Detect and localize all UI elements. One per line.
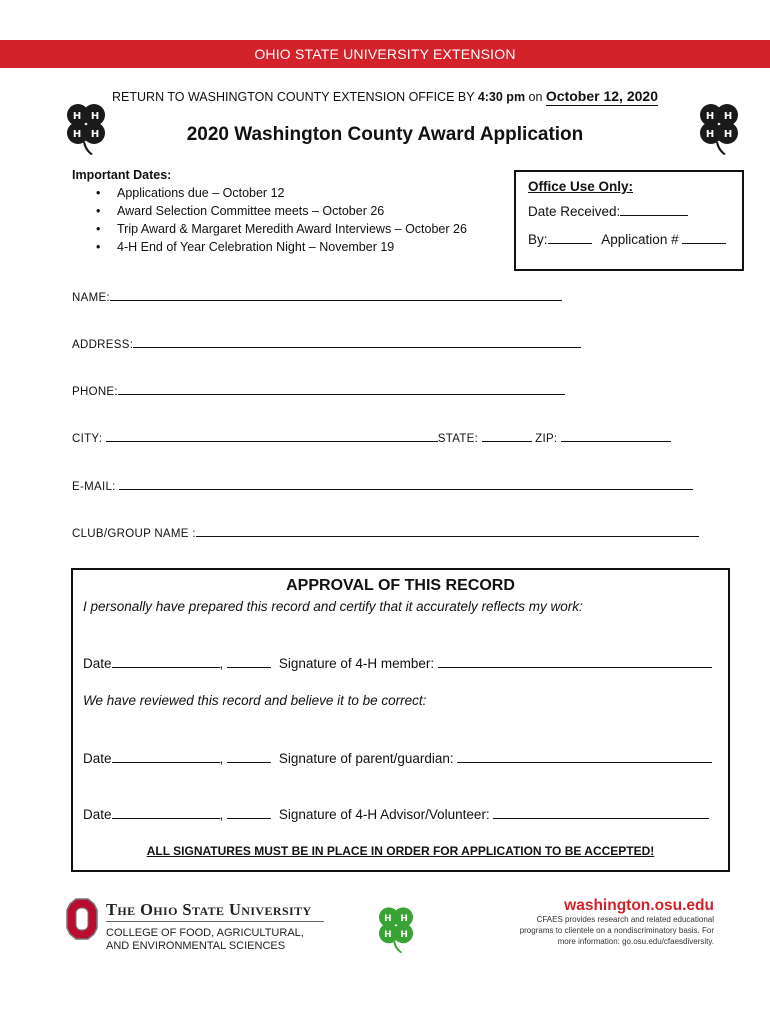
svg-text:H: H — [90, 129, 100, 140]
extension-banner: OHIO STATE UNIVERSITY EXTENSION — [0, 40, 770, 68]
svg-text:H: H — [72, 111, 82, 122]
name-field[interactable] — [110, 288, 562, 301]
return-instructions: RETURN TO WASHINGTON COUNTY EXTENSION OFFICE BY 4:30 pm on October 12, 2020 — [112, 88, 658, 104]
member-statement: I personally have prepared this record and certify that it accurately reflects my work: — [83, 599, 583, 614]
city-field[interactable] — [106, 429, 438, 442]
office-use-box — [514, 170, 744, 271]
address-row: ADDRESS: — [72, 335, 581, 351]
advisor-year-field[interactable] — [227, 806, 271, 819]
date-received-row: Date Received: — [528, 203, 730, 219]
state-field[interactable] — [482, 429, 532, 442]
parent-signature-field[interactable] — [457, 750, 712, 763]
phone-field[interactable] — [118, 382, 565, 395]
date-item: • Applications due – October 12 — [96, 184, 467, 202]
phone-row: PHONE: — [72, 382, 565, 398]
osu-block-o-logo — [66, 898, 98, 940]
osu-wordmark: The Ohio State University — [106, 900, 312, 919]
date-item: • 4-H End of Year Celebration Night – November 19 — [96, 238, 467, 256]
svg-text:H: H — [400, 913, 408, 924]
advisor-signature-row: Date , Signature of 4-H Advisor/Volunteer: — [83, 806, 709, 822]
club-field[interactable] — [196, 524, 699, 537]
signature-warning: ALL SIGNATURES MUST BE IN PLACE IN ORDER FOR APPLICATION TO BE ACCEPTED! — [146, 844, 655, 858]
svg-text:H: H — [90, 111, 100, 122]
website-link[interactable]: washington.osu.edu — [564, 897, 714, 914]
svg-text:H: H — [705, 129, 715, 140]
advisor-signature-field[interactable] — [493, 806, 709, 819]
college-name: COLLEGE OF FOOD, AGRICULTURAL, AND ENVIRONMENTAL SCIENCES — [106, 927, 304, 952]
cfaes-statement: CFAES provides research and related educational programs to clientele on a nondiscriminatory basis. For more information: go.osu.edu/cfaesdiversity. — [519, 915, 714, 946]
date-item: • Trip Award & Margaret Meredith Award Interviews – October 26 — [96, 220, 467, 238]
office-use-heading: Office Use Only: — [528, 179, 634, 194]
date-item: • Award Selection Committee meets – October 26 — [96, 202, 467, 220]
city-state-zip-row: CITY: STATE: ZIP: — [72, 429, 671, 445]
page-title: 2020 Washington County Award Application — [186, 124, 584, 145]
email-field[interactable] — [119, 477, 693, 490]
by-application-row: By: Application # — [528, 231, 730, 247]
reviewed-statement: We have reviewed this record and believe it to be correct: — [83, 693, 427, 708]
svg-text:H: H — [400, 929, 408, 940]
address-field[interactable] — [133, 335, 581, 348]
wordmark-divider — [106, 921, 324, 922]
parent-year-field[interactable] — [227, 750, 271, 763]
4h-clover-icon — [372, 902, 420, 954]
parent-signature-row: Date , Signature of parent/guardian: — [83, 750, 712, 766]
zip-field[interactable] — [561, 429, 671, 442]
name-row: NAME: — [72, 288, 562, 304]
member-year-field[interactable] — [227, 655, 271, 668]
member-signature-field[interactable] — [438, 655, 712, 668]
svg-text:H: H — [384, 929, 392, 940]
svg-text:H: H — [723, 129, 733, 140]
svg-text:H: H — [723, 111, 733, 122]
svg-text:H: H — [72, 129, 82, 140]
approval-title: APPROVAL OF THIS RECORD — [286, 577, 515, 594]
club-row: CLUB/GROUP NAME : — [72, 524, 699, 540]
member-signature-row: Date , Signature of 4-H member: — [83, 655, 712, 671]
email-row: E-MAIL: — [72, 477, 693, 493]
important-dates — [72, 166, 467, 256]
approval-section — [71, 568, 730, 872]
application-number-field[interactable] — [682, 231, 726, 244]
advisor-date-field[interactable] — [112, 806, 220, 819]
svg-text:H: H — [705, 111, 715, 122]
date-received-field[interactable] — [620, 203, 688, 216]
by-field[interactable] — [548, 231, 592, 244]
important-dates-heading: Important Dates: — [72, 168, 172, 182]
svg-text:H: H — [384, 913, 392, 924]
parent-date-field[interactable] — [112, 750, 220, 763]
member-date-field[interactable] — [112, 655, 220, 668]
